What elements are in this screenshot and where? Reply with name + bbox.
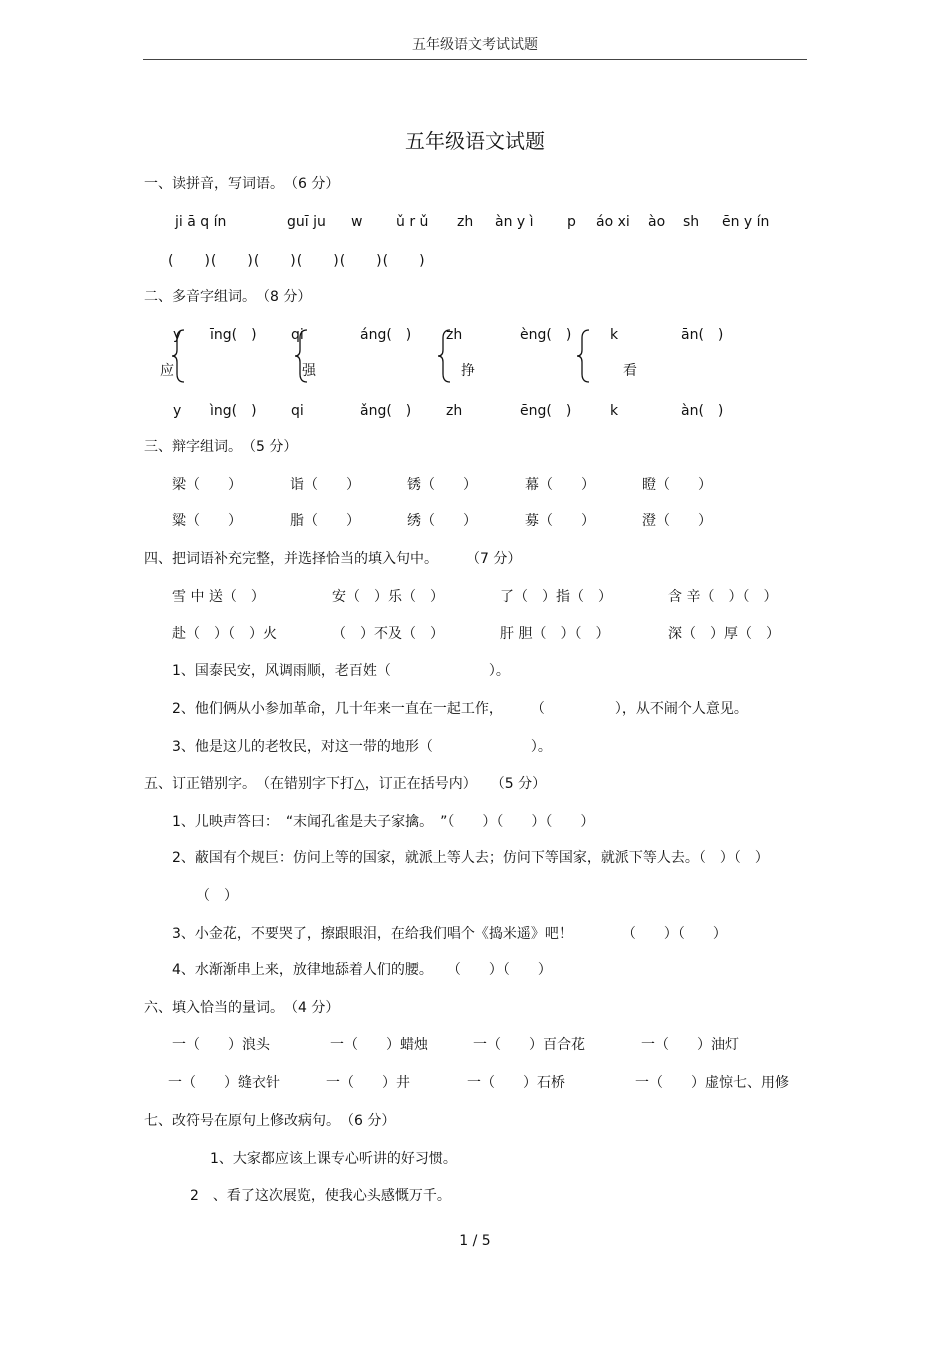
pinyin-final-blank: ǎng( ) [360, 403, 412, 419]
idiom-blank: 肝 胆（ ）（ ） [500, 626, 610, 642]
pinyin-initial: y [173, 403, 182, 419]
char-blank: 脂（ ） [290, 513, 360, 529]
pinyin-initial: y [173, 327, 182, 343]
idiom-blank: 含 辛（ ）（ ） [668, 589, 778, 605]
idiom-blank: 深（ ）厚（ ） [668, 626, 780, 642]
section-3-heading: 三、辩字组词。 （5 分） [144, 439, 298, 455]
char-blank: 绣（ ） [407, 513, 477, 529]
pinyin-item: ǔ r ǔ [396, 214, 429, 230]
pinyin-initial: zh [446, 327, 463, 343]
polyphone-char: 强 [302, 363, 316, 379]
section-2-heading: 二、多音字组词。 （8 分） [144, 289, 312, 305]
answer-blanks: ( )( )( )( )( )( ) [168, 253, 426, 269]
pinyin-final-blank: ìng( ) [210, 403, 257, 419]
pinyin-item: w [351, 214, 363, 230]
page-title: 五年级语文试题 [405, 129, 545, 153]
question-item: 1、儿映声答曰： “末闻孔雀是夫子家擒。 ”（ ）（ ）（ ） [172, 814, 595, 830]
measure-word-blank: 一（ ）虚惊七、用修 [635, 1075, 789, 1091]
measure-word-blank: 一（ ）石桥 [467, 1075, 565, 1091]
section-7-heading: 七、改符号在原句上修改病句。 （6 分） [144, 1113, 396, 1129]
measure-word-blank: 一（ ）井 [326, 1075, 410, 1091]
char-blank: 粱（ ） [172, 513, 242, 529]
measure-word-blank: 一（ ）浪头 [172, 1037, 270, 1053]
question-item: 3、他是这儿的老牧民，对这一带的地形（ ）。 [172, 739, 552, 755]
running-header: 五年级语文考试试题 [412, 37, 538, 53]
pinyin-item: sh [683, 214, 700, 230]
pinyin-initial: zh [446, 403, 463, 419]
pinyin-item: ào [648, 214, 666, 230]
question-item: 1、大家都应该上课专心听讲的好习惯。 [210, 1151, 457, 1167]
pinyin-initial: k [610, 403, 619, 419]
measure-word-blank: 一（ ）缝衣针 [168, 1075, 280, 1091]
pinyin-item: áo xi [596, 214, 630, 230]
measure-word-blank: 一（ ）百合花 [473, 1037, 585, 1053]
question-item: 2、他们俩从小参加革命，几十年来一直在一起工作， （ ），从不闹个人意见。 [172, 701, 748, 717]
question-item: 3、小金花，不要哭了，擦跟眼泪，在给我们唱个《捣米遥》吧！ （ ）（ ） [172, 926, 727, 942]
pinyin-item: zh [457, 214, 474, 230]
section-6-heading: 六、填入恰当的量词。 （4 分） [144, 1000, 340, 1016]
section-1-heading: 一、读拼音，写词语。 （6 分） [144, 176, 340, 192]
question-item: 2、蔽国有个规巨：仿问上等的国家，就派上等人去；仿问下等国家，就派下等人去。（ ）（ ） [172, 850, 769, 866]
pinyin-item: p [567, 214, 576, 230]
idiom-blank: 安（ ）乐（ ） [332, 589, 444, 605]
pinyin-final-blank: àn( ) [681, 403, 724, 419]
header-rule [143, 59, 807, 60]
measure-word-blank: 一（ ）油灯 [641, 1037, 739, 1053]
pinyin-initial: k [610, 327, 619, 343]
brace-icon [575, 328, 591, 384]
question-item: 4、水渐渐串上来，放律地舔着人们的腰。 （ ）（ ） [172, 962, 552, 978]
pinyin-item: ēn y ín [722, 214, 770, 230]
char-blank: 锈（ ） [407, 477, 477, 493]
measure-word-blank: 一（ ）蜡烛 [330, 1037, 428, 1053]
pinyin-initial: qi [291, 327, 304, 343]
polyphone-char: 看 [623, 363, 637, 379]
page-number: 1 / 5 [459, 1233, 491, 1249]
idiom-blank: 赴（ ）（ ）火 [172, 626, 277, 642]
char-blank: 梁（ ） [172, 477, 242, 493]
idiom-blank: 雪 中 送（ ） [172, 589, 265, 605]
idiom-blank: 了（ ）指（ ） [500, 589, 612, 605]
char-blank: 澄（ ） [642, 513, 712, 529]
char-blank: 幕（ ） [525, 477, 595, 493]
pinyin-final-blank: ān( ) [681, 327, 724, 343]
idiom-blank: （ ）不及（ ） [332, 626, 444, 642]
question-item: （ ） [196, 888, 238, 904]
brace-icon [436, 328, 452, 384]
char-blank: 募（ ） [525, 513, 595, 529]
polyphone-char: 挣 [461, 363, 475, 379]
polyphone-char: 应 [160, 363, 174, 379]
question-item: 1、国泰民安，风调雨顺，老百姓（ ）。 [172, 663, 510, 679]
section-4-heading: 四、把词语补充完整，并选择恰当的填入句中。 （7 分） [144, 551, 522, 567]
pinyin-item: guī ju [287, 214, 326, 230]
pinyin-final-blank: áng( ) [360, 327, 412, 343]
question-item: 2 、看了这次展览，使我心头感慨万千。 [190, 1188, 451, 1204]
pinyin-item: àn y ì [495, 214, 534, 230]
pinyin-initial: qi [291, 403, 304, 419]
pinyin-final-blank: ēng( ) [520, 403, 572, 419]
char-blank: 诣（ ） [290, 477, 360, 493]
pinyin-item: ji ā q ín [175, 214, 227, 230]
pinyin-final-blank: īng( ) [210, 327, 257, 343]
pinyin-final-blank: èng( ) [520, 327, 572, 343]
section-5-heading: 五、订正错别字。 （在错别字下打△，订正在括号内） （5 分） [144, 776, 547, 792]
char-blank: 瞪（ ） [642, 477, 712, 493]
